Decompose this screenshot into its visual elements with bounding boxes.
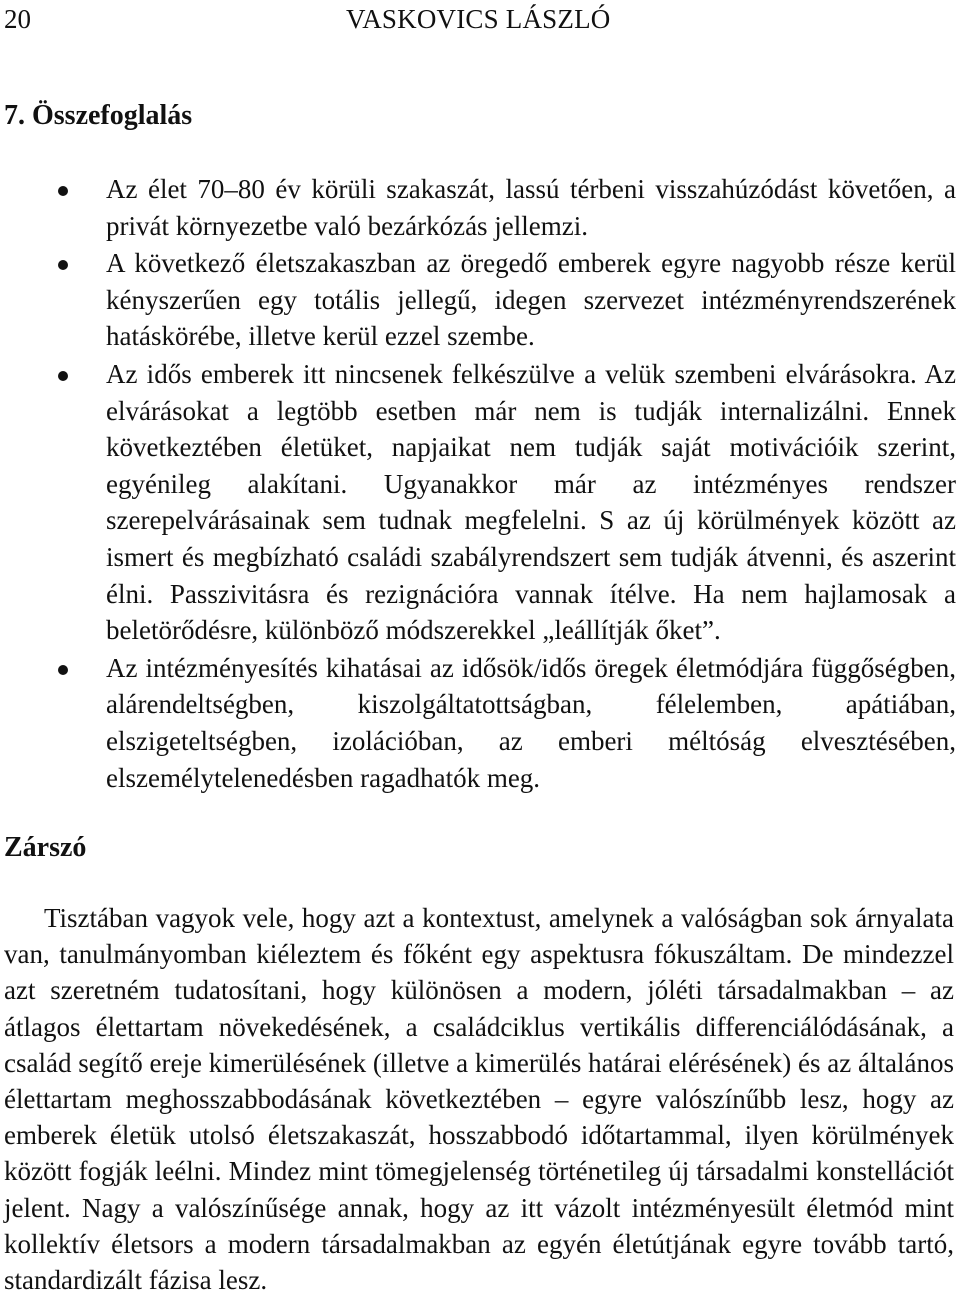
bullet-icon [58, 260, 68, 270]
page-number: 20 [4, 4, 31, 34]
bullet-text: Az idős emberek itt nincsenek felkészülve a velük szembeni elvárásokra. Az elvárásokat a legtöbb esetben már nem is tudják internalizálni. Ennek következtében életüket, napjaikat nem tudják saját motivációik szerint, egyénileg alakítani. Ugyanakkor már az intézményes rendszer szerepelvárásainak sem tudnak megfelelni. S az új körülmények között az ismert és megbízható családi szabályrendszert sem tudják átvenni, és aszerint élni. Passzivitásra és rezignációra vannak ítélve. Ha nem hajlamosak a beletörődésre, különböző módszerekkel „leállítják őket”. [106, 358, 956, 646]
summary-bullet-list [0, 171, 960, 797]
bullet-icon [58, 371, 68, 381]
list-item [0, 245, 960, 355]
list-item [0, 171, 960, 244]
closing-paragraph: Tisztában vagyok vele, hogy azt a kontextust, amelynek a valóságban sok árnyalata van, tanulmányomban kiéleztem és főként egy aspektusra fókuszáltam. De mindezzel azt szeretném tudatosítani, hogy különösen a modern, jóléti társadalmakban – az átlagos élettartam növekedésének, a családciklus vertikális differenciálódásának, a család segítő ereje kimerülésének (illetve a kimerülés határai elérésének) és az általános élettartam meghosszabbodásának következtében – egyre valószínűbb lesz, hogy az emberek életük utolsó életszakaszát, hosszabbodó időtartammal, ilyen körülmények között fogják leélni. Mindez mint tömegjelenség történetileg új társadalmi konstellációt jelent. Nagy a valószínűsége annak, hogy az itt vázolt intézményesült életmód mint kollektív életsors a modern társadalmakban az egyén életútjának egyre tovább tartó, standardizált fázisa lesz. [4, 903, 954, 1296]
bullet-icon [58, 186, 68, 196]
page-header [4, 2, 944, 36]
list-item [0, 650, 960, 796]
running-head-author: VASKOVICS LÁSZLÓ [346, 4, 611, 34]
bullet-text: Az élet 70–80 év körüli szakaszát, lassú térbeni visszahúzódást követően, a privát környezetbe való bezárkózás jellemzi. [106, 174, 956, 241]
bullet-text: A következő életszakaszban az öregedő emberek egyre nagyobb része kerül kényszerűen egy totális jellegű, idegen szervezet intézményrendszerének hatáskörébe, illetve kerül ezzel szembe. [106, 248, 956, 352]
bullet-text: Az intézményesítés kihatásai az idősök/idős öregek életmódjára függőségben, alárendeltségben, kiszolgáltatottságban, félelemben, apátiában, elszigeteltségben, izolációban, az emberi méltóság elvesztésében, elszemélytelenedésben ragadhatók meg. [106, 652, 956, 793]
list-item [0, 356, 960, 649]
bullet-icon [58, 665, 68, 675]
section-title: 7. Összefoglalás [4, 100, 193, 131]
closing-title: Zárszó [4, 832, 87, 863]
